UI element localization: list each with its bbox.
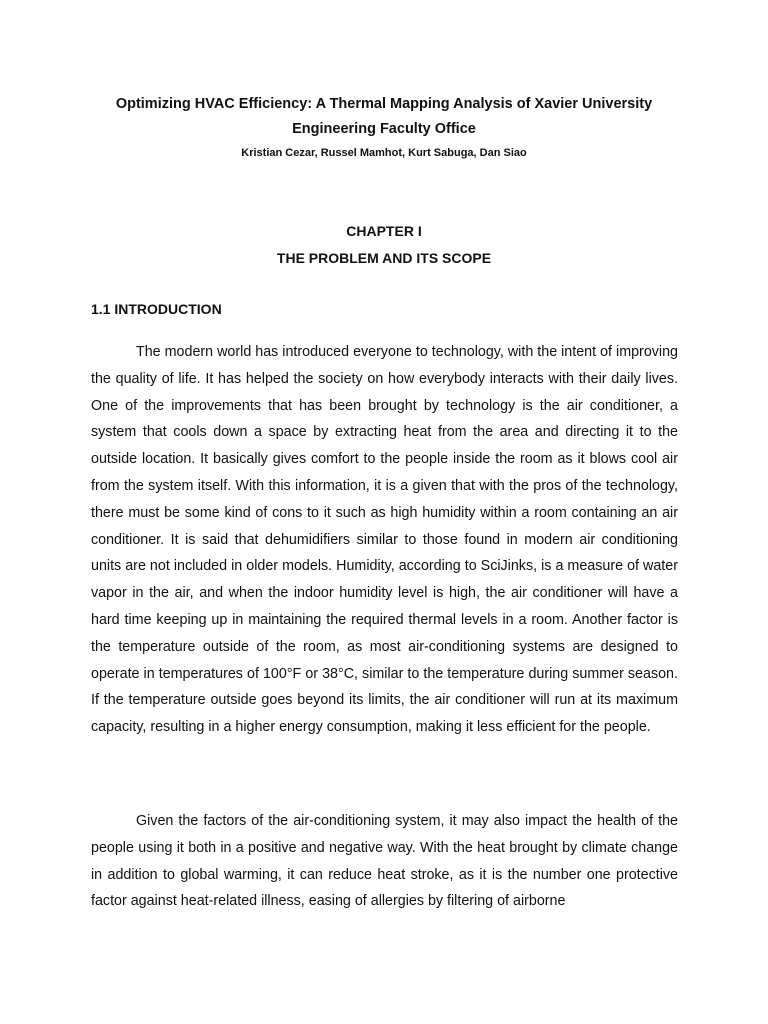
paper-authors: Kristian Cezar, Russel Mamhot, Kurt Sabuga, Dan Siao xyxy=(241,147,527,159)
body-paragraph-1: The modern world has introduced everyone to technology, with the intent of improving the quality of life. It has helped the society on how everybody interacts with their daily lives. One of the improvements that has been brought by technology is the air conditioner, a system that cools down a space by extracting heat from the area and directing it to the outside location. It basically gives comfort to the people inside the room as it blows cool air from the system itself. With this information, it is a given that with the pros of the technology, there must be some kind of cons to it such as high humidity within a room containing an air conditioner. It is said that dehumidifiers similar to those found in modern air conditioning units are not included in older models. Humidity, according to SciJinks, is a measure of water vapor in the air, and when the indoor humidity level is high, the air conditioner will have a hard time keeping up in maintaining the required thermal levels in a room. Another factor is the temperature outside of the room, as most air-conditioning systems are designed to operate in temperatures of 100°F or 38°C, similar to the temperature during summer season. If the temperature outside goes beyond its limits, the air conditioner will run at its maximum capacity, resulting in a higher energy consumption, making it less efficient for the people. xyxy=(91,344,678,736)
paper-title xyxy=(60,92,708,142)
body-paragraph-2: Given the factors of the air-conditioning system, it may also impact the health of the people using it both in a positive and negative way. With the heat brought by climate change in addition to global warming, it can reduce heat stroke, as it is the number one protective factor against heat-related illness, easing of allergies by filtering of airborne xyxy=(91,813,678,910)
paper-title-line-1: Optimizing HVAC Efficiency: A Thermal Mapping Analysis of Xavier University xyxy=(115,96,653,112)
section-heading: 1.1 INTRODUCTION xyxy=(91,301,222,317)
chapter-number: CHAPTER I xyxy=(346,223,422,239)
paper-title-line-2: Engineering Faculty Office xyxy=(292,121,476,137)
chapter-heading xyxy=(60,218,708,272)
chapter-name: THE PROBLEM AND ITS SCOPE xyxy=(276,250,492,266)
